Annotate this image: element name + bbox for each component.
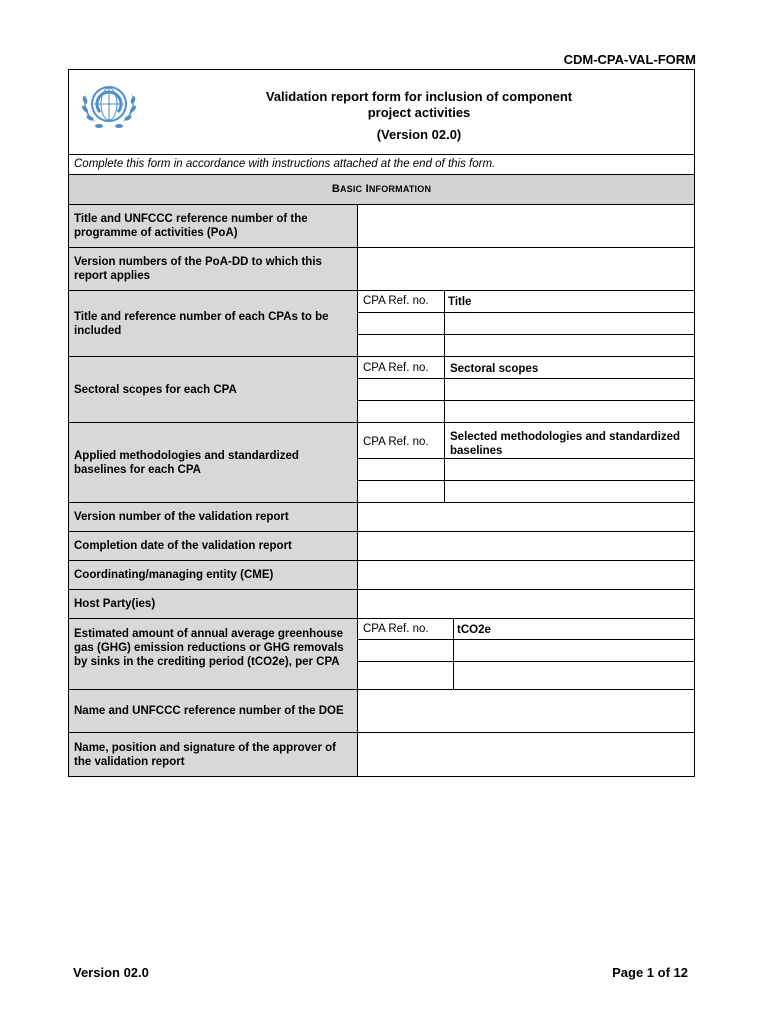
cell-sectoral-scope[interactable] bbox=[445, 401, 694, 422]
label-emissions: Estimated amount of annual average greenhouse gas (GHG) emission reductions or GHG removals by sinks in the crediting period (tCO2e), per CPA bbox=[69, 619, 358, 689]
table-header-row bbox=[358, 357, 694, 379]
section-rest-2: NFORMATION bbox=[368, 184, 432, 194]
cell-cpa-ref[interactable] bbox=[358, 459, 445, 480]
form-header bbox=[69, 70, 694, 155]
form-title-line2: project activities bbox=[367, 105, 471, 120]
row-poa-title bbox=[69, 205, 694, 248]
form-code: CDM-CPA-VAL-FORM bbox=[563, 52, 696, 67]
field-completion-date[interactable] bbox=[358, 532, 694, 560]
col-header-tco2e: tCO2e bbox=[457, 624, 491, 636]
section-rest-1: ASIC bbox=[339, 184, 363, 194]
field-approver[interactable] bbox=[358, 733, 694, 776]
table-emissions bbox=[358, 619, 694, 689]
section-initial-2: I bbox=[365, 183, 369, 195]
row-approver bbox=[69, 733, 694, 776]
footer-page-number: Page 1 of 12 bbox=[612, 965, 688, 980]
table-row bbox=[358, 401, 694, 422]
form-version: (Version 02.0) bbox=[376, 127, 462, 142]
field-report-version[interactable] bbox=[358, 503, 694, 531]
cell-methodology[interactable] bbox=[445, 481, 694, 502]
table-cpa-titles bbox=[358, 291, 694, 356]
footer-version: Version 02.0 bbox=[73, 965, 149, 980]
table-header-row bbox=[358, 619, 694, 640]
form-title bbox=[209, 89, 629, 121]
field-poa-version[interactable] bbox=[358, 248, 694, 290]
row-report-version bbox=[69, 503, 694, 532]
label-poa-title: Title and UNFCCC reference number of the programme of activities (PoA) bbox=[69, 205, 358, 247]
cell-methodology[interactable] bbox=[445, 459, 694, 480]
label-cme: Coordinating/managing entity (CME) bbox=[69, 561, 358, 589]
col-header-cpa-ref: CPA Ref. no. bbox=[358, 423, 445, 458]
label-methodologies: Applied methodologies and standardized baselines for each CPA bbox=[69, 423, 358, 502]
label-completion-date: Completion date of the validation report bbox=[69, 532, 358, 560]
table-methodologies bbox=[358, 423, 694, 502]
table-row bbox=[358, 313, 694, 335]
unfccc-logo-icon bbox=[79, 78, 139, 134]
validation-form bbox=[68, 69, 695, 777]
cell-cpa-ref[interactable] bbox=[358, 640, 454, 661]
cell-title[interactable] bbox=[445, 313, 694, 334]
row-doe bbox=[69, 690, 694, 733]
cell-tco2e[interactable] bbox=[454, 640, 694, 661]
row-sectoral-scopes bbox=[69, 357, 694, 423]
label-approver: Name, position and signature of the approver of the validation report bbox=[69, 733, 358, 776]
col-header-cpa-ref: CPA Ref. no. bbox=[358, 619, 454, 639]
cell-title[interactable] bbox=[445, 335, 694, 356]
col-header-methodologies: Selected methodologies and standardized baselines bbox=[450, 431, 681, 457]
col-header-cpa-ref: CPA Ref. no. bbox=[358, 357, 445, 378]
row-poa-version bbox=[69, 248, 694, 291]
table-header-row bbox=[358, 291, 694, 313]
table-row bbox=[358, 662, 694, 689]
table-row bbox=[358, 379, 694, 401]
row-cpa-titles bbox=[69, 291, 694, 357]
label-cpa-titles: Title and reference number of each CPAs to be included bbox=[69, 291, 358, 356]
table-row bbox=[358, 335, 694, 356]
instructions-text: Complete this form in accordance with instructions attached at the end of this form. bbox=[69, 155, 694, 175]
form-title-line1: Validation report form for inclusion of component bbox=[265, 89, 573, 104]
table-sectoral-scopes bbox=[358, 357, 694, 422]
section-initial-1: B bbox=[331, 183, 340, 195]
label-poa-version: Version numbers of the PoA-DD to which this report applies bbox=[69, 248, 358, 290]
col-header-title: Title bbox=[448, 296, 472, 308]
col-header-cpa-ref: CPA Ref. no. bbox=[358, 291, 445, 312]
cell-sectoral-scope[interactable] bbox=[445, 379, 694, 400]
cell-cpa-ref[interactable] bbox=[358, 401, 445, 422]
field-doe[interactable] bbox=[358, 690, 694, 732]
row-emissions bbox=[69, 619, 694, 690]
label-sectoral-scopes: Sectoral scopes for each CPA bbox=[69, 357, 358, 422]
label-doe: Name and UNFCCC reference number of the DOE bbox=[69, 690, 358, 732]
cell-cpa-ref[interactable] bbox=[358, 379, 445, 400]
cell-cpa-ref[interactable] bbox=[358, 481, 445, 502]
field-host-party[interactable] bbox=[358, 590, 694, 618]
row-cme bbox=[69, 561, 694, 590]
cell-tco2e[interactable] bbox=[454, 662, 694, 689]
label-report-version: Version number of the validation report bbox=[69, 503, 358, 531]
table-row bbox=[358, 640, 694, 662]
col-header-sectoral-scopes: Sectoral scopes bbox=[450, 363, 539, 375]
field-cme[interactable] bbox=[358, 561, 694, 589]
label-host-party: Host Party(ies) bbox=[69, 590, 358, 618]
row-methodologies bbox=[69, 423, 694, 503]
table-row bbox=[358, 481, 694, 502]
row-host-party bbox=[69, 590, 694, 619]
table-row bbox=[358, 459, 694, 481]
field-poa-title[interactable] bbox=[358, 205, 694, 247]
cell-cpa-ref[interactable] bbox=[358, 662, 454, 689]
row-completion-date bbox=[69, 532, 694, 561]
cell-cpa-ref[interactable] bbox=[358, 335, 445, 356]
table-header-row bbox=[358, 423, 694, 459]
section-header-basic-information bbox=[69, 175, 694, 205]
cell-cpa-ref[interactable] bbox=[358, 313, 445, 334]
